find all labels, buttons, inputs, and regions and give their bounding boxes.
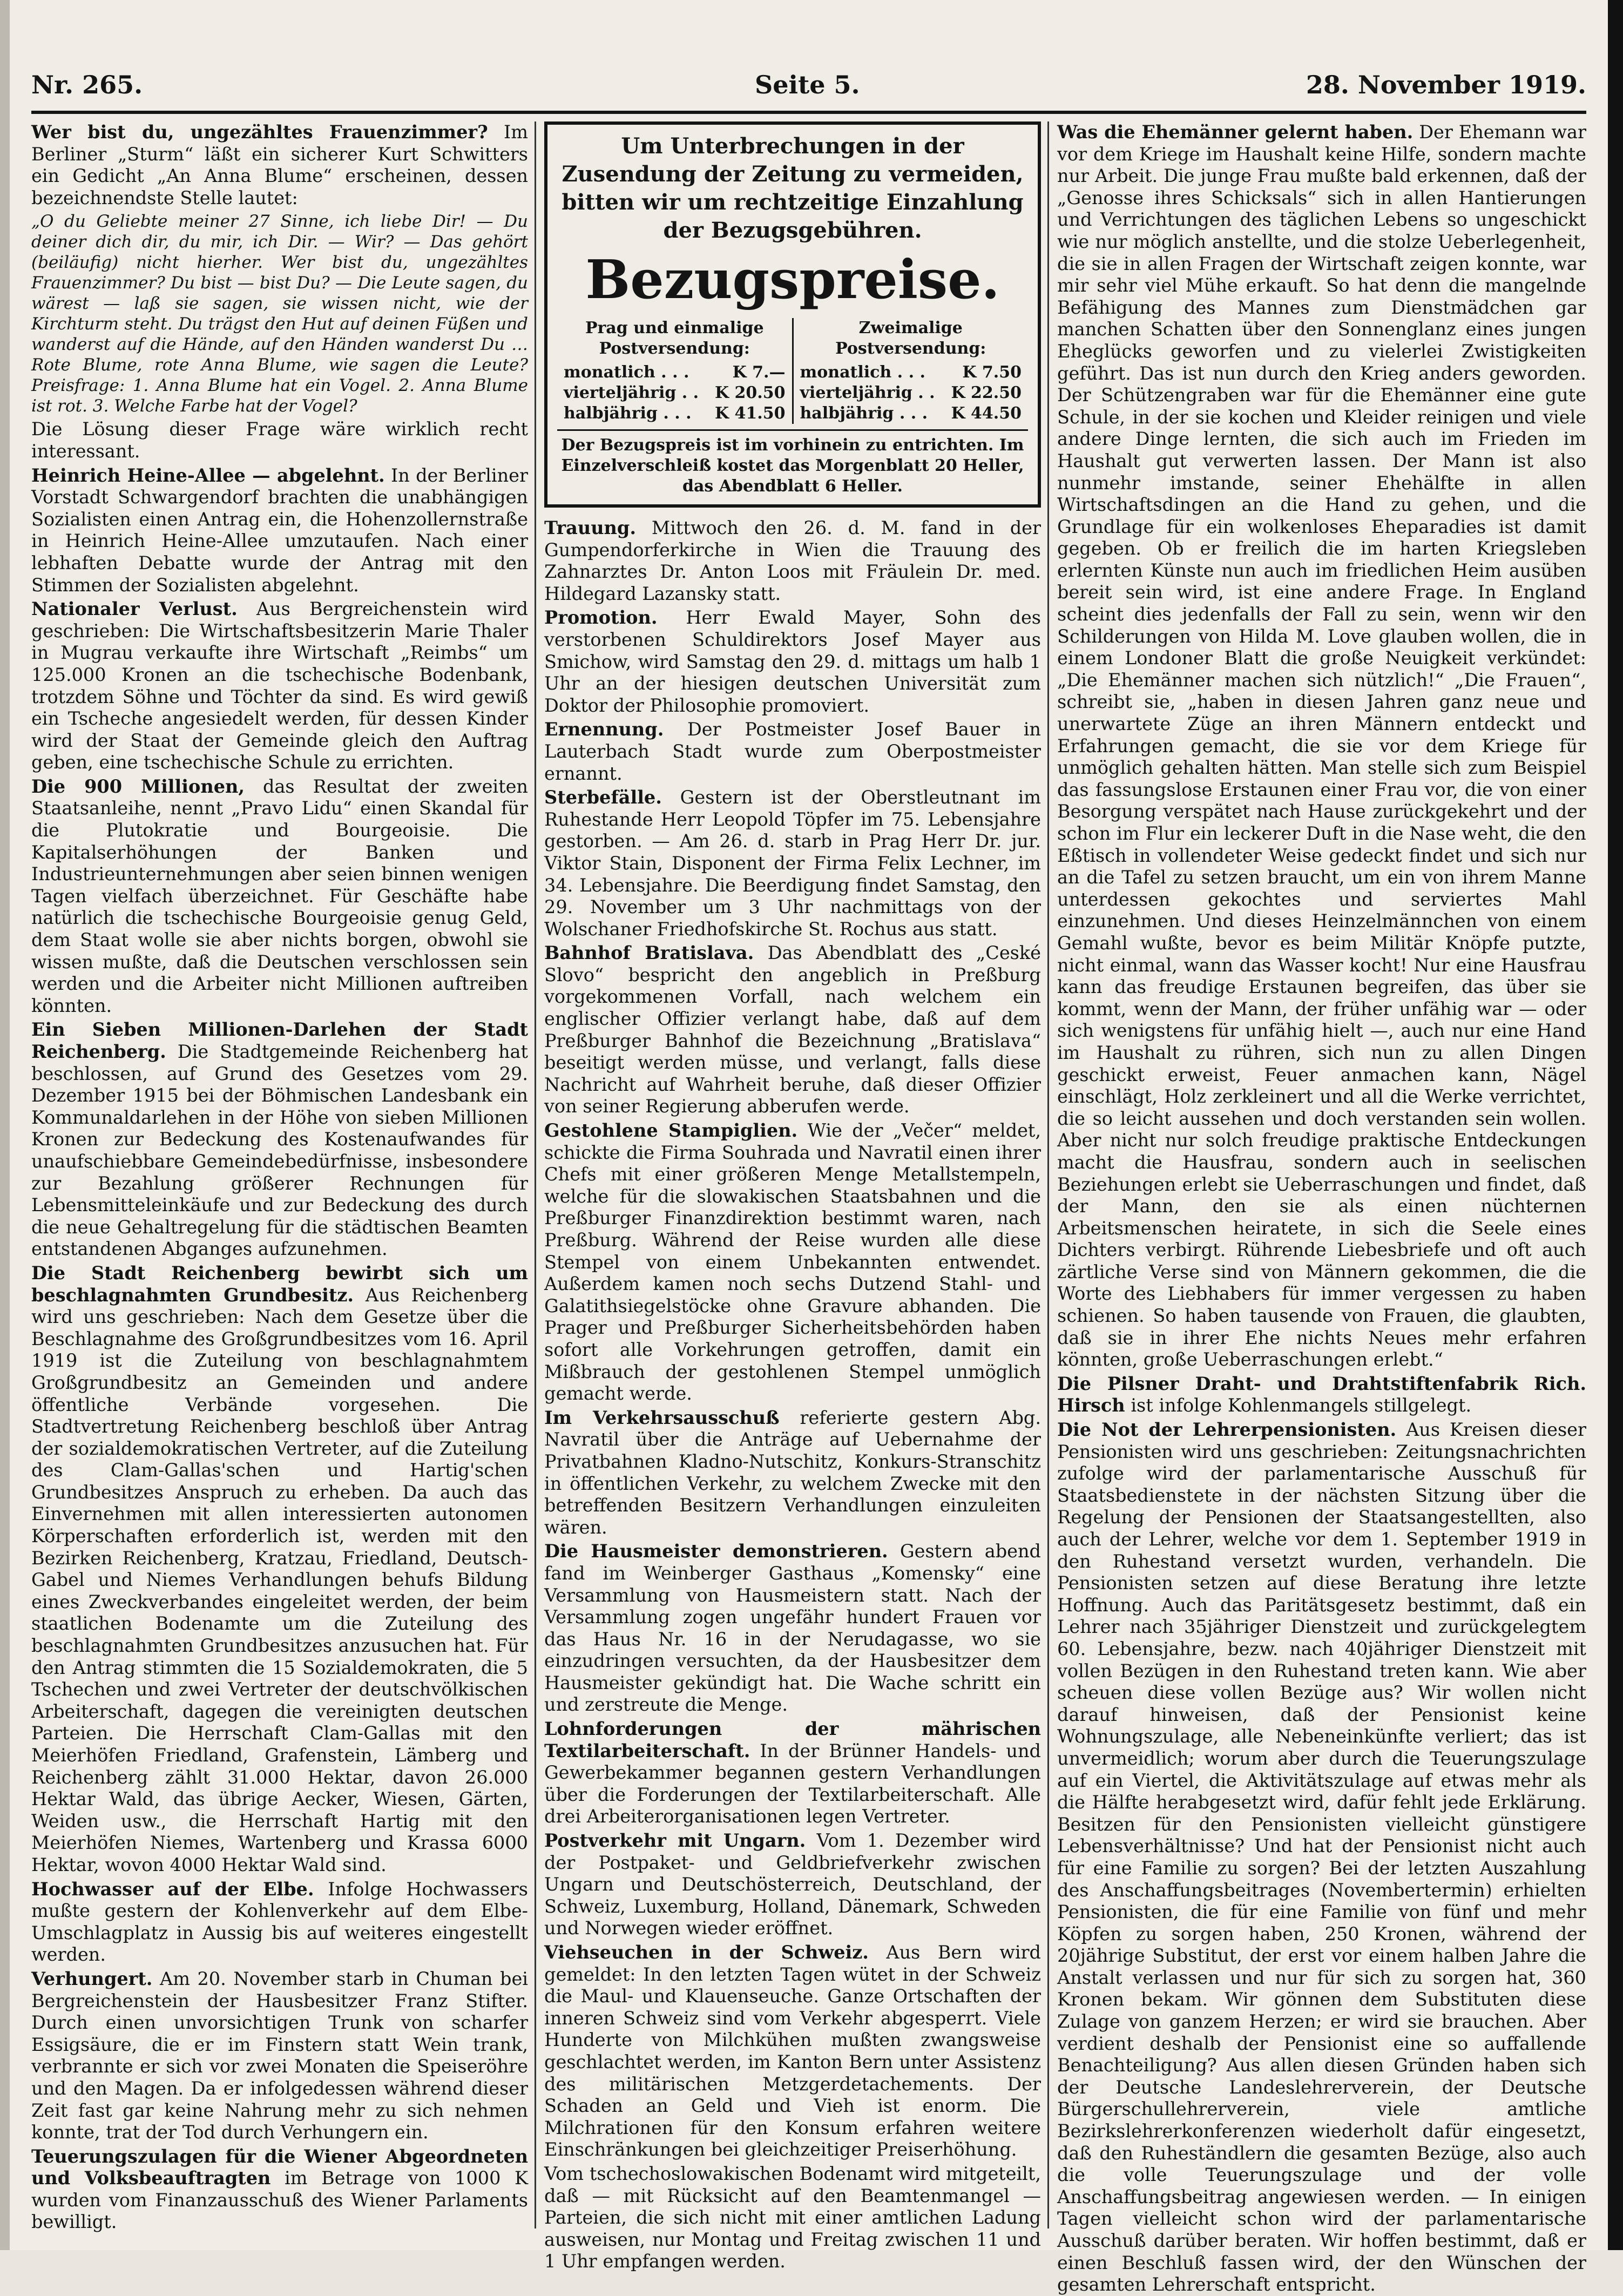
price-value: K 41.50 <box>715 404 786 423</box>
article <box>31 1019 528 1260</box>
article-text: ist infolge Kohlenmangels stillgelegt. <box>1131 1395 1472 1416</box>
article <box>1057 121 1586 1371</box>
article-title: Nationaler Verlust. <box>31 598 238 620</box>
article-text: Im Berliner „Sturm“ läßt ein sicherer Kurt Schwitters ein Gedicht „An Anna Blume“ erscheinen, dessen bezeichnendste Stelle lautet: <box>31 121 529 208</box>
article <box>544 942 1041 1118</box>
article-text: Die Lösung dieser Frage wäre wirklich recht interessant. <box>31 418 528 462</box>
article-title: Wer bist du, ungezähltes Frauenzimmer? <box>31 121 488 143</box>
article-text: Der Ehemann war vor dem Kriege im Haushalt keine Hilfe, sondern machte nur Arbeit. Die junge Frau mußte bald erkennen, daß der „Genosse ihres Schicksals“ sich in allen Hantierungen und Verrichtungen des täglichen Lebens so ungeschickt wie nur möglich anstellte, und die stolze Ueberlegenheit, die sie in allen Fragen der Wirtschaft zeigen konnte, war mir sehr viel Mühe erkauft. So hat denn die mangelnde Befähigung des Mannes zum Dienstmädchen gar manchen Schatten über den Sonnenglanz eines jungen Eheglücks geworfen und zu vielerlei Zwistigkeiten geführt. Das ist nun durch den Krieg anders geworden. Der Schützengraben war für die Ehemänner eine gute Schule, in der sie kochen und Kleider reinigen und viele andere Dinge lernten, die sich auch im Frieden im Haushalt gut verwerten lassen. Der Mann ist also nunmehr imstande, seiner Ehehälfte in allen Wirtschaftsdingen an die Hand zu gehen, und die Grundlage für ein wolkenloses Eheparadies ist damit gegeben. Ob er freilich die im harten Kriegsleben erlernten Künste nun auch im friedlichen Heim ausüben bereit sein wird, ist eine andere Frage. In England scheint dies jedenfalls der Fall zu sein, wenn wir den Schilderungen von Hilda M. Love glauben wollen, die in einem Londoner Blatt die große Neuigkeit verkündet: „Die Ehemänner machen sich nützlich!“ „Die Frauen“, schreibt sie, „haben in diesen Jahren ganz neue und unerwartete Züge an ihren Männern entdeckt und Erfahrungen gemacht, die sie vor dem Kriege für unmöglich gehalten hätten. Man stelle sich zum Beispiel das fassungslose Erstaunen einer Frau vor, die von einer Besorgung verspätet nach Hause zurückgekehrt und der schon im Flur ein leckerer Duft in die Nase weht, die den Eßtisch in vollendeter Weise gedeckt findet und sich nur an die Tafel zu setzen braucht, um ein von ihrem Manne unterdessen gekochtes und serviertes Mahl einzunehmen. Und dieses Heinzelmännchen von einem Gemahl wußte, bevor es beim Militär Knöpfe putzte, nicht einmal, wann das Wasser kocht! Nur eine Hausfrau kann das freudige Erstaunen begreifen, das über sie kommt, wenn der Mann, der früher unfähig war — oder sich wenigstens für unfähig hielt —, auch nur eine Hand im Haushalt zu rühren, sich nun zu allen Dingen geschickt erweist, Feuer anmachen kann, Nägel einschlägt, Holz zerkleinert und all die Werke verrichtet, die so leicht aussehen und doch verstanden sein wollen. Aber nicht nur solch freudige praktische Entdeckungen macht die Hausfrau, sondern auch in seelischen Beziehungen erlebt sie Ueberraschungen und findet, daß der Mann, den sie als einen nüchternen Arbeitsmenschen heiratete, in sich die Seele eines Dichters verbirgt. Rührende Liebesbriefe und oft auch zärtliche Verse sind von Männern gekommen, die die Worte des Liebhabers für immer vergessen zu haben schienen. So haben tausende von Frauen, die glaubten, daß sie in ihrer Ehe nichts Neues mehr erfahren könnten, große Ueberraschungen erlebt.“ <box>1057 121 1586 1370</box>
subscription-notice: Um Unterbrechungen in der Zusendung der Zeitung zu vermeiden, bitten wir um rechtzeitige Einzahlung der Bezugsgebühren. <box>562 133 1024 243</box>
price-row <box>564 362 786 383</box>
article-title: Verhungert. <box>31 1968 153 1989</box>
article-title: Teuerungszulagen für die Wiener Abgeordneten und Volksbeauftragten <box>31 2145 528 2189</box>
article-title: Die Pilsner Draht- und Drahtstiftenfabrik Rich. Hirsch <box>1057 1373 1586 1416</box>
subscription-box <box>544 121 1041 508</box>
column-rule <box>535 121 536 2229</box>
article <box>31 598 528 774</box>
article-title: Im Verkehrsausschuß <box>544 1407 780 1428</box>
price-column-heading: Zweimalige Postversendung: <box>835 319 986 358</box>
article-title: Die Hausmeister demonstrieren. <box>544 1541 888 1562</box>
header-rule <box>31 111 1586 114</box>
article <box>544 1120 1041 1405</box>
article-title: Trauung. <box>544 517 637 538</box>
price-row <box>800 383 1022 403</box>
article-title: Promotion. <box>544 607 658 629</box>
article-text: Die Stadtgemeinde Reichenberg hat beschlossen, auf Grund des Gesetzes vom 29. Dezember 1915 bei der Böhmischen Landesbank ein Kommunaldarlehen in der Höhe von sieben Millionen Kronen zur Bedeckung des Kostenaufwandes für unaufschiebbare Gemeindebedürfnisse, insbesondere zur Bezahlung größerer Rechnungen für Lebensmitteleinkäufe und zur Bedeckung des durch die neue Gehaltregelung für die städtischen Beamten entstandenen Abganges aufzunehmen. <box>31 1041 528 1260</box>
issue-date: 28. November 1919. <box>1306 70 1586 99</box>
article-title: Sterbefälle. <box>544 787 662 808</box>
article-text: Vom 1. Dezember wird der Postpaket- und Geldbriefverkehr zwischen Ungarn und Deutschösterreich, Deutschland, der Schweiz, Luxemburg, Holland, Dänemark, Schweden und Norwegen wieder eröffnet. <box>544 1830 1041 1939</box>
article-text: In der Berliner Vorstadt Schwargendorf brachten die unabhängigen Sozialisten einen Antrag ein, die Hohenzollernstraße in Heinrich Heine-Allee umzutaufen. Nach einer lebhaften Debatte wurde der Antrag mit den Stimmen der Sozialisten abgelehnt. <box>31 464 528 596</box>
article-title: Bahnhof Bratislava. <box>544 942 754 964</box>
article-title: Die 900 Millionen, <box>31 775 245 797</box>
article <box>31 776 528 1017</box>
article-text: Das Abendblatt des „Ceské Slovo“ bespricht den angeblich in Preßburg vorgekommenen Vorfall, nach welchem ein englischer Offizier verlangt habe, daß auf dem Preßburger Bahnhof die Bezeichnung „Bratislava“ beseitigt werden müsse, und verlangt, falls diese Nachricht auf Wahrheit beruhe, daß dieser Offizier von seiner Regierung abberufen werde. <box>544 942 1041 1117</box>
article <box>544 787 1041 940</box>
article-title: Viehseuchen in der Schweiz. <box>544 1942 869 1963</box>
price-row <box>800 403 1022 424</box>
price-label: monatlich . . . <box>564 363 689 382</box>
article <box>544 1541 1041 1716</box>
article-text: das Resultat der zweiten Staatsanleihe, nennt „Pravo Lidu“ einen Skandal für die Plutokratie und Bourgeoisie. Die Kapitalserhöhungen der Banken und Industrieunternehmungen aber seien binnen wenigen Tagen vielfach überzeichnet. Für Geschäfte habe natürlich die tschechische Bourgeoisie genug Geld, dem Staat wolle sie aber nichts borgen, obwohl sie wissen mußte, daß die Deutschen verschlossen sein werden und die Arbeiter nicht Millionen auftreiben könnten. <box>31 775 528 1016</box>
article-text: Gestern ist der Oberstleutnant im Ruhestande Herr Leopold Töpfer im 75. Lebensjahre gestorben. — Am 26. d. starb in Prag Herr Dr. jur. Viktor Stain, Disponent der Firma Felix Lechner, im 34. Lebensjahre. Die Beerdigung findet Samstag, den 29. November um 3 Uhr nachmittags von der Wolschaner Friedhofskirche St. Rochus aus statt. <box>544 787 1041 940</box>
article-title: Lohnforderungen der mährischen Textilarbeiterschaft. <box>544 1718 1041 1761</box>
article-text: referierte gestern Abg. Navratil über die Anträge auf Uebernahme der Privatbahnen Kladno-Nutschitz, Konkurs-Stranschitz in öffentlichen Verkehr, zu welchem Zwecke mit den betreffenden Besitzern Verhandlungen einzuleiten wären. <box>544 1407 1041 1538</box>
column-3 <box>1057 121 1586 2295</box>
article-title: Postverkehr mit Ungarn. <box>544 1830 806 1852</box>
price-value: K 7.50 <box>962 363 1022 382</box>
article-text: Am 20. November starb in Chuman bei Bergreichenstein der Hausbesitzer Franz Stifter. Durch einen unvorsichtigen Trunk von scharfer Essigsäure, die er im Finstern statt Wein trank, verbrannte er sich vor zwei Monaten die Speiseröhre und den Magen. Da er infolgedessen während dieser Zeit fast gar keine Nahrung mehr zu sich nehmen konnte, trat der Tod durch Verhungern ein. <box>31 1968 528 2143</box>
poem-quote: „O du Geliebte meiner 27 Sinne, ich liebe Dir! — Du deiner dich dir, du mir, ich Dir. — Wir? — Das gehört (beiläufig) nicht hierher. Wer bist du, ungezähltes Frauenzimmer? Du bist — bist Du? — Die Leute sagen, du wärest — laß sie sagen, sie wissen nicht, wie der Kirchturm steht. Du trägst den Hut auf deinen Füßen und wanderst auf die Hände, auf den Händen wanderst Du … Rote Blume, rote Anna Blume, wie sagen die Leute? Preisfrage: 1. Anna Blume hat ein Vogel. 2. Anna Blume ist rot. 3. Welche Farbe hat der Vogel? <box>31 212 528 416</box>
article-title: Ein Sieben Millionen-Darlehen der Stadt Reichenberg. <box>31 1019 528 1062</box>
article-title: Was die Ehemänner gelernt haben. <box>1057 121 1414 143</box>
article <box>544 1830 1041 1940</box>
article-title: Die Stadt Reichenberg bewirbt sich um beschlagnahmten Grundbesitz. <box>31 1262 528 1306</box>
price-row <box>564 383 786 403</box>
scan-edge-left <box>0 0 10 2250</box>
price-column-twice <box>792 318 1029 424</box>
article <box>31 1262 528 1876</box>
article-title: Hochwasser auf der Elbe. <box>31 1878 314 1900</box>
article-text: Mittwoch den 26. d. M. fand in der Gumpendorferkirche in Wien die Trauung des Zahnarztes Dr. Anton Loos mit Fräulein Dr. med. Hildegard Lazansky statt. <box>544 517 1041 604</box>
article-title: Gestohlene Stampiglien. <box>544 1120 798 1142</box>
page-number: Seite 5. <box>755 70 860 99</box>
subscription-footnote: Der Bezugspreis ist im vorhinein zu entrichten. Im Einzelverschleiß kostet das Morgenblatt 20 Heller, das Abendblatt 6 Heller. <box>557 429 1028 497</box>
article-text: Aus Reichenberg wird uns geschrieben: Nach dem Gesetze über die Beschlagnahme des Großgrundbesitzes vom 16. April 1919 ist die Zuteilung von beschlagnahmtem Großgrundbesitz an Gemeinden und andere öffentliche Verbände vorgesehen. Die Stadtvertretung Reichenberg beschloß über Antrag der sozialdemokratischen Vertreter, auf die Zuteilung des Clam-Gallas'schen und Hartig'schen Grundbesitzes Anspruch zu erheben. Da auch das Einvernehmen mit allen interessierten autonomen Körperschaften erforderlich ist, werden mit den Bezirken Reichenberg, Kratzau, Friedland, Deutsch-Gabel und Niemes Verhandlungen behufs Bildung eines Zweckverbandes eingeleitet werden, der beim staatlichen Bodenamte um die Zuteilung des beschlagnahmten Grundbesitzes anzusuchen hat. Für den Antrag stimmten die 15 Sozialdemokraten, die 5 Tschechen und zwei Vertreter der deutschvölkischen Arbeiterschaft, dagegen die vereinigten deutschen Parteien. Die Herrschaft Clam-Gallas mit den Meierhöfen Friedland, Grafenstein, Lämberg und Reichenberg zählt 31.000 Hektar, davon 26.000 Hektar Wald, das übrige Aecker, Wiesen, Gärten, Weiden usw., die Herrschaft Hartig mit den Meierhöfen Niemes, Wartenberg und Krassa 6000 Hektar, wovon 4000 Hektar Wald sind. <box>31 1284 529 1875</box>
article <box>1057 1419 1586 2296</box>
article <box>544 607 1041 717</box>
article-title: Heinrich Heine-Allee — abgelehnt. <box>31 464 385 486</box>
scan-edge-right <box>1608 0 1623 2250</box>
article <box>1057 1373 1586 1417</box>
article-title: Ernennung. <box>544 719 664 740</box>
article <box>31 465 528 597</box>
price-column-heading: Prag und einmalige Postversendung: <box>585 319 764 358</box>
issue-number: Nr. 265. <box>31 70 143 99</box>
article-text: Gestern abend fand im Weinberger Gasthaus „Komensky“ eine Versammlung von Hausmeistern statt. Nach der Versammlung zogen ungefähr hundert Frauen vor das Haus Nr. 16 in der Nerudagasse, wo sie einzudringen versuchten, da der Hausbesitzer dem Hausmeister gekündigt hat. Die Wache schritt ein und zerstreute die Menge. <box>544 1541 1041 1716</box>
article-text: Infolge Hochwassers mußte gestern der Kohlenverkehr auf dem Elbe-Umschlagplatz in Aussig bis auf weiteres eingestellt werden. <box>31 1878 528 1966</box>
article-text: Wie der „Večer“ meldet, schickte die Firma Souhrada und Navratil einen ihrer Chefs mit einer größeren Menge Metallstempeln, welche für die slowakischen Staatsbahnen und die Preßburger Finanzdirektion bestimmt waren, nach Preßburg. Während der Reise wurden alle diese Stempel von einem Unbekannten entwendet. Außerdem kamen noch sechs Dutzend Stahl- und Galatithsiegelstöcke ohne Gravure abhanden. Die Prager und Preßburger Sicherheitsbehörden haben sofort alle Vorkehrungen getroffen, damit ein Mißbrauch der gestohlenen Stempel unmöglich gemacht werde. <box>544 1120 1042 1404</box>
article-text: Herr Ewald Mayer, Sohn des verstorbenen Schuldirektors Josef Mayer aus Smichow, wird Samstag den 29. d. mittags um halb 1 Uhr an der hiesigen deutschen Universität zum Doktor der Philosophie promoviert. <box>544 607 1041 716</box>
newspaper-page <box>10 0 1608 2295</box>
article <box>544 719 1041 785</box>
price-label: halbjährig . . . <box>564 404 692 423</box>
article <box>31 121 528 209</box>
price-label: halbjährig . . . <box>800 404 928 423</box>
article <box>31 1968 528 2144</box>
article-text: Aus Bern wird gemeldet: In den letzten Tagen wütet in der Schweiz die Maul- und Klauenseuche. Ganze Ortschaften der inneren Schweiz sind vom Verkehr abgesperrt. Viele Hunderte von Milchkühen mußten zwangsweise geschlachtet werden, im Kanton Bern unter Assistenz des militärischen Metzgerdetachements. Der Schaden an Geld und Vieh ist enorm. Die Milchrationen für den Konsum erfahren weitere Einschränkungen bei gleichzeitiger Preiserhöhung. <box>544 1942 1042 2160</box>
price-label: vierteljährig . . <box>564 383 699 402</box>
column-2 <box>544 121 1042 2272</box>
article-text: im Betrage von 1000 K wurden vom Finanzausschuß des Wiener Parlaments bewilligt. <box>31 2167 529 2233</box>
price-label: vierteljährig . . <box>800 383 935 402</box>
article-text: Aus Bergreichenstein wird geschrieben: Die Wirtschaftsbesitzerin Marie Thaler in Mugrau verkaufte ihre Wirtschaft „Reimbs“ um 125.000 Kronen an die tschechische Bodenbank, trotzdem Söhne und Töchter da sind. Es wird gewiß ein Tscheche angesiedelt werden, für dessen Kinder wird der Staat der Gemeinde gleich den Auftrag geben, eine tschechische Schule zu errichten. <box>31 598 528 773</box>
price-row <box>564 403 786 424</box>
price-column-prague <box>557 318 792 424</box>
price-value: K 7.— <box>732 363 786 382</box>
price-value: K 20.50 <box>715 383 786 402</box>
article-text: Vom tschechoslowakischen Bodenamt wird mitgeteilt, daß — mit Rücksicht auf den Beamtenmangel — Parteien, die sich nicht mit einer amtlichen Ladung ausweisen, nur Montag und Freitag zwischen 11 und 1 Uhr empfangen werden. <box>544 2163 1041 2272</box>
article <box>31 2146 528 2233</box>
article <box>544 1407 1041 1539</box>
article-text: In der Brünner Handels- und Gewerbekammer begannen gestern Verhandlungen über die Forderungen der Textilarbeiterschaft. Alle drei Arbeiterorganisationen legen Vertreter. <box>544 1740 1041 1827</box>
column-rule <box>1047 121 1049 2229</box>
price-label: monatlich . . . <box>800 363 925 382</box>
article <box>31 1879 528 1966</box>
article-text: Aus Kreisen dieser Pensionisten wird uns geschrieben: Zeitungsnachrichten zufolge wird der parlamentarische Ausschuß für Staatsbedienstete in der nächsten Sitzung über die Regelung der Pensionen der Staatsangestellten, also auch der Lehrer, welche vor dem 1. September 1919 in den Ruhestand versetzt wurden, verhandeln. Die Pensionisten setzen auf diese Beratung ihre letzte Hoffnung. Auch das Paritätsgesetz bestimmt, daß ein Lehrer nach 35jähriger Dienstzeit und zurückgelegtem 60. Lebensjahre, bezw. nach 40jähriger Dienstzeit mit vollen Bezügen in den Ruhestand treten kann. Wie aber scheuen diese vollen Bezüge aus? Wir wollen nicht darauf hinweisen, daß der Pensionist keine Wohnungszulage, alle Nebeneinkünfte verliert; das ist unvermeidlich; worum aber durch die Teuerungszulage auf ein Viertel, die Aktivitätszulage auf etwas mehr als die Hälfte herabgesetzt wird, dafür fehlt jede Erklärung. Besitzen für den Pensionisten vielleicht günstigere Lebensverhältnisse? Und hat der Pensionist nicht auch für eine Familie zu sorgen? Bei der letzten Auszahlung des Anschaffungsbeitrages (Novembertermin) erhielten Pensionisten, die für eine Familie von fünf und mehr Köpfen zu sorgen haben, 250 Kronen, während der 20jährige Substitut, der erst vor einem halben Jahre die Anstalt verlassen und nur für sich zu sorgen hat, 360 Kronen bekam. Wir gönnen dem Substituten diese Zulage von ganzem Herzen; er wird sie brauchen. Aber verdient deshalb der Pensionist eine so auffallende Benachteiligung? Aus allen diesen Gründen haben sich der Deutsche Landeslehrerverein, der Deutsche Bürgerschullehrerverein, viele amtliche Bezirkslehrerkonferenzen wiederholt dafür eingesetzt, daß den Ruheständlern die gesamten Bezüge, also auch die volle Teuerungszulage und der volle Anschaffungsbeitrag angewiesen werden. — In einigen Tagen vielleicht schon wird der parlamentarische Ausschuß darüber beraten. Wir hoffen bestimmt, daß er einen Beschluß fassen wird, der den Wünschen der gesamten Lehrerschaft entspricht. <box>1057 1419 1586 2295</box>
price-table <box>557 318 1028 424</box>
subscription-title: Bezugspreise. <box>585 249 1000 311</box>
page-header <box>31 70 1586 108</box>
article <box>544 517 1041 605</box>
price-value: K 44.50 <box>951 404 1022 423</box>
article-text: Der Postmeister Josef Bauer in Lauterbach Stadt wurde zum Oberpostmeister ernannt. <box>544 719 1041 784</box>
price-row <box>800 362 1022 383</box>
article <box>544 1718 1041 1828</box>
price-value: K 22.50 <box>951 383 1022 402</box>
column-1 <box>31 121 529 2233</box>
article-title: Die Not der Lehrerpensionisten. <box>1057 1419 1397 1441</box>
article <box>544 1942 1041 2161</box>
